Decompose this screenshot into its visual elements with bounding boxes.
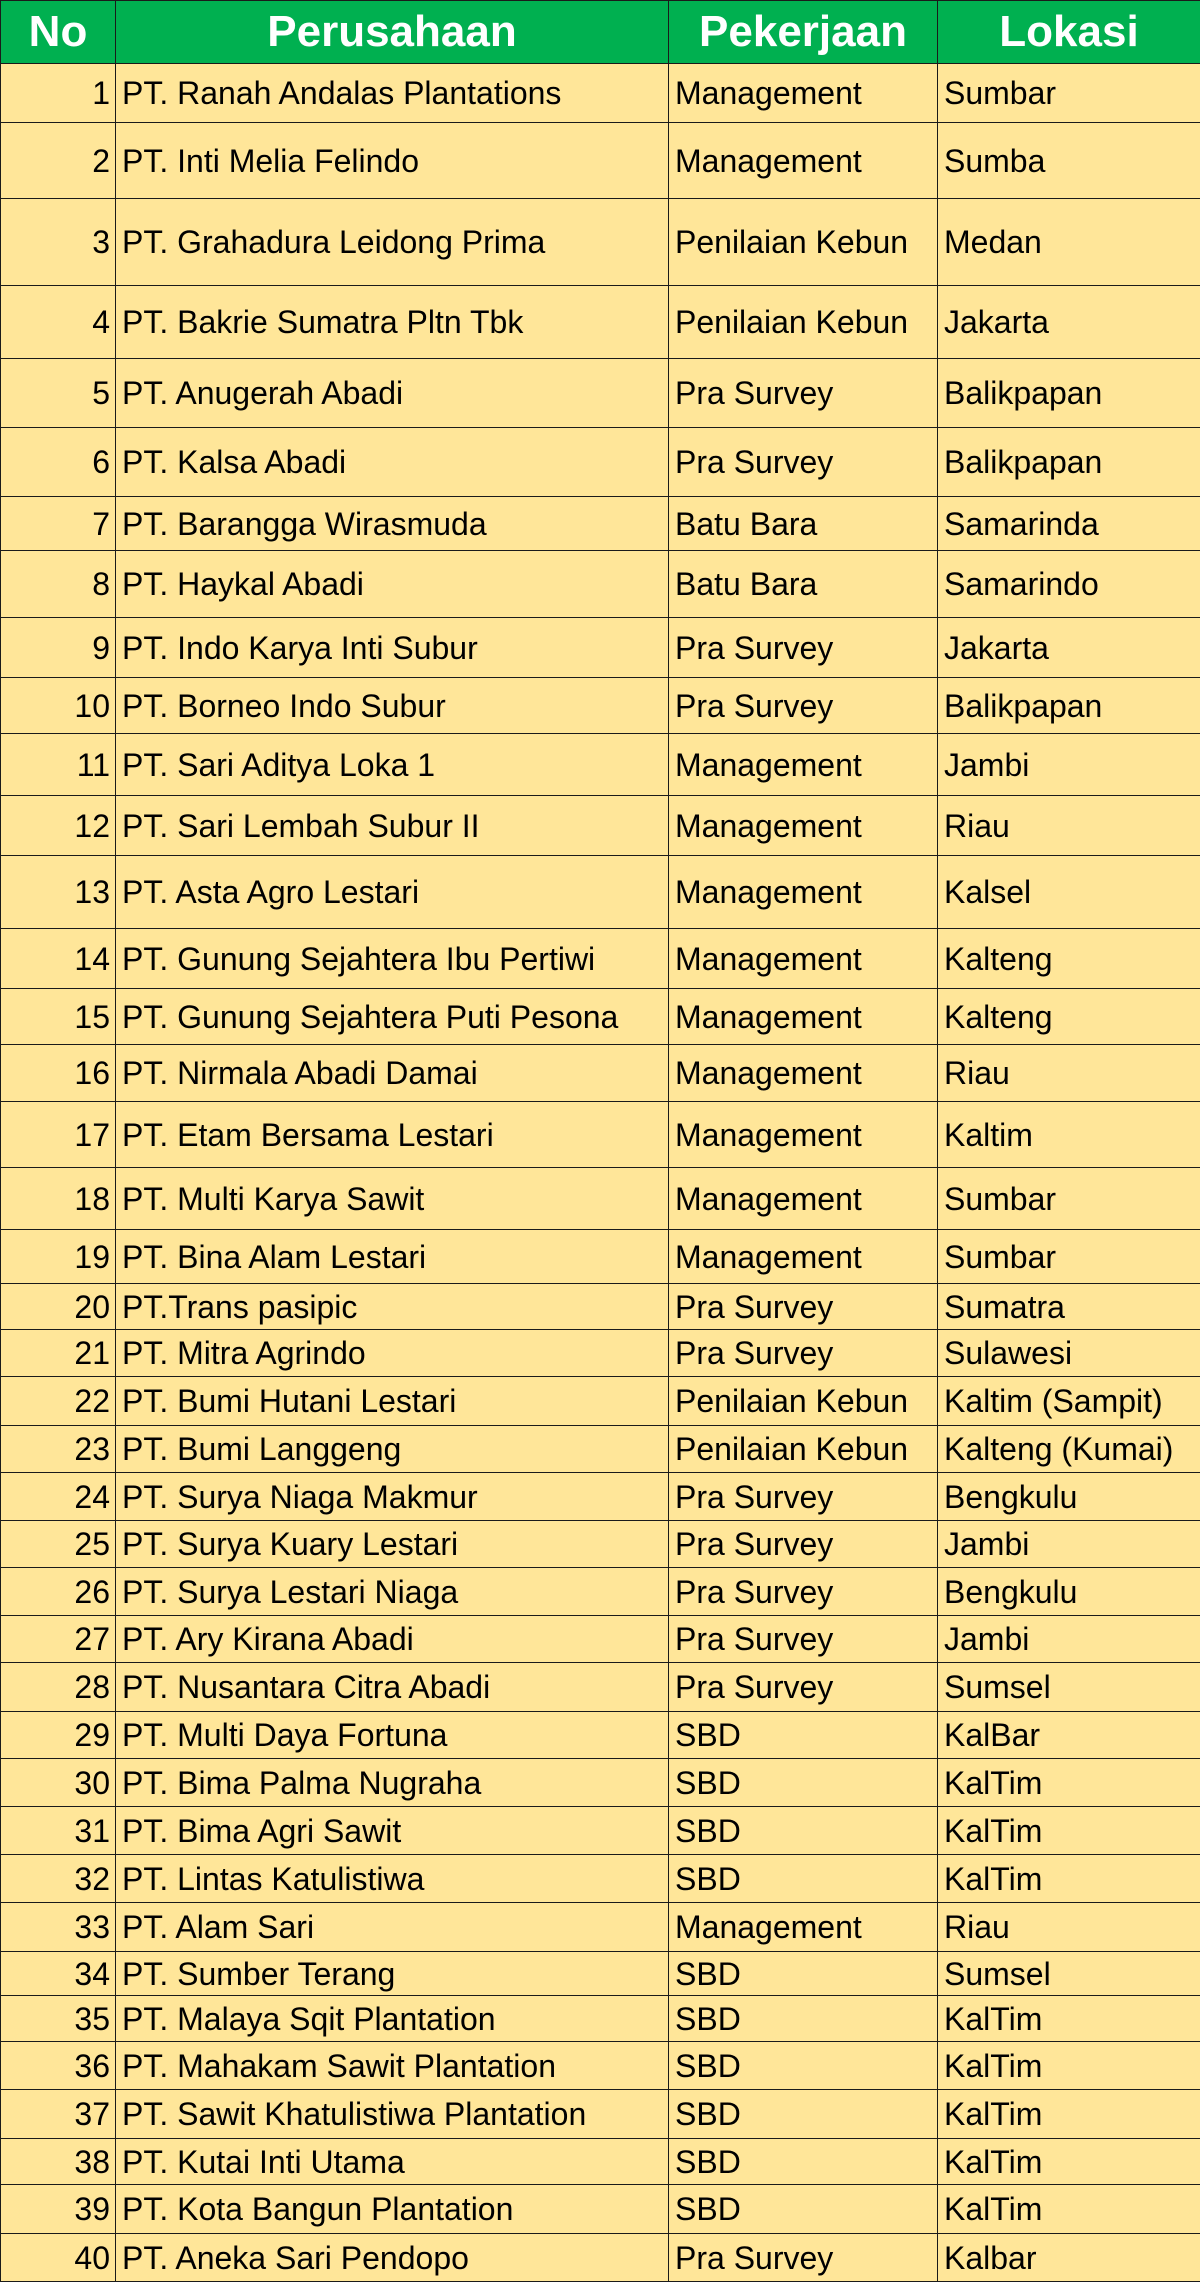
cell-company: PT. Kalsa Abadi: [116, 428, 669, 497]
cell-location: Riau: [938, 1903, 1200, 1952]
cell-job: SBD: [669, 2139, 938, 2185]
cell-location: Bengkulu: [938, 1473, 1200, 1521]
cell-no: 23: [1, 1426, 116, 1473]
cell-no: 25: [1, 1521, 116, 1568]
cell-location: Kalteng (Kumai): [938, 1426, 1200, 1473]
cell-no: 9: [1, 618, 116, 678]
cell-company: PT. Surya Lestari Niaga: [116, 1568, 669, 1616]
cell-location: KalTim: [938, 2090, 1200, 2139]
cell-no: 30: [1, 1759, 116, 1807]
cell-location: Samarinda: [938, 497, 1200, 551]
cell-job: Pra Survey: [669, 1473, 938, 1521]
cell-no: 21: [1, 1330, 116, 1377]
table-row: [1, 1855, 1200, 1903]
cell-job: Pra Survey: [669, 359, 938, 428]
table-row: [1, 199, 1200, 286]
cell-company: PT. Sari Lembah Subur II: [116, 796, 669, 856]
cell-location: Sumatra: [938, 1284, 1200, 1330]
cell-no: 39: [1, 2185, 116, 2234]
cell-job: Pra Survey: [669, 1568, 938, 1616]
table-row: [1, 551, 1200, 618]
header-company: Perusahaan: [116, 1, 669, 64]
cell-job: Penilaian Kebun: [669, 1377, 938, 1426]
cell-company: PT. Borneo Indo Subur: [116, 678, 669, 734]
cell-company: PT. Bina Alam Lestari: [116, 1230, 669, 1284]
cell-job: Pra Survey: [669, 1663, 938, 1712]
cell-location: KalTim: [938, 1996, 1200, 2042]
cell-job: SBD: [669, 1759, 938, 1807]
cell-company: PT. Nusantara Citra Abadi: [116, 1663, 669, 1712]
cell-location: Kalteng: [938, 929, 1200, 989]
cell-company: PT. Alam Sari: [116, 1903, 669, 1952]
cell-location: Kaltim (Sampit): [938, 1377, 1200, 1426]
cell-no: 37: [1, 2090, 116, 2139]
cell-no: 31: [1, 1807, 116, 1855]
cell-no: 26: [1, 1568, 116, 1616]
header-row: [1, 1, 1200, 64]
cell-company: PT. Inti Melia Felindo: [116, 123, 669, 199]
cell-location: Riau: [938, 796, 1200, 856]
cell-no: 15: [1, 989, 116, 1045]
table-row: [1, 2139, 1200, 2185]
cell-no: 11: [1, 734, 116, 796]
cell-job: Pra Survey: [669, 678, 938, 734]
cell-no: 24: [1, 1473, 116, 1521]
header-location: Lokasi: [938, 1, 1200, 64]
cell-job: Penilaian Kebun: [669, 1426, 938, 1473]
cell-location: Kalteng: [938, 989, 1200, 1045]
cell-job: Management: [669, 1102, 938, 1168]
cell-location: Balikpapan: [938, 678, 1200, 734]
cell-job: Management: [669, 989, 938, 1045]
table-row: [1, 428, 1200, 497]
cell-no: 34: [1, 1952, 116, 1996]
cell-company: PT. Nirmala Abadi Damai: [116, 1045, 669, 1102]
cell-no: 40: [1, 2234, 116, 2282]
cell-job: Pra Survey: [669, 1521, 938, 1568]
cell-location: KalTim: [938, 1855, 1200, 1903]
cell-job: SBD: [669, 1952, 938, 1996]
cell-company: PT. Gunung Sejahtera Ibu Pertiwi: [116, 929, 669, 989]
cell-location: Kalsel: [938, 856, 1200, 929]
cell-no: 35: [1, 1996, 116, 2042]
cell-company: PT. Anugerah Abadi: [116, 359, 669, 428]
table-row: [1, 929, 1200, 989]
cell-company: PT. Ary Kirana Abadi: [116, 1616, 669, 1663]
cell-job: Penilaian Kebun: [669, 286, 938, 359]
cell-no: 3: [1, 199, 116, 286]
cell-location: KalTim: [938, 2185, 1200, 2234]
cell-job: Pra Survey: [669, 1284, 938, 1330]
cell-no: 8: [1, 551, 116, 618]
cell-location: Jakarta: [938, 618, 1200, 678]
cell-no: 29: [1, 1712, 116, 1759]
cell-no: 14: [1, 929, 116, 989]
cell-job: Management: [669, 123, 938, 199]
table-row: [1, 1284, 1200, 1330]
cell-location: Jakarta: [938, 286, 1200, 359]
table-row: [1, 1377, 1200, 1426]
table-row: [1, 678, 1200, 734]
cell-no: 6: [1, 428, 116, 497]
cell-company: PT.Trans pasipic: [116, 1284, 669, 1330]
table-row: [1, 1663, 1200, 1712]
table-row: [1, 1330, 1200, 1377]
cell-location: KalBar: [938, 1712, 1200, 1759]
cell-job: SBD: [669, 2090, 938, 2139]
cell-company: PT. Kota Bangun Plantation: [116, 2185, 669, 2234]
cell-location: Bengkulu: [938, 1568, 1200, 1616]
cell-job: SBD: [669, 1712, 938, 1759]
cell-job: Management: [669, 1045, 938, 1102]
cell-company: PT. Mitra Agrindo: [116, 1330, 669, 1377]
cell-no: 32: [1, 1855, 116, 1903]
cell-no: 18: [1, 1168, 116, 1230]
cell-job: SBD: [669, 1996, 938, 2042]
cell-location: Sulawesi: [938, 1330, 1200, 1377]
cell-job: SBD: [669, 2185, 938, 2234]
table-row: [1, 2042, 1200, 2090]
cell-no: 2: [1, 123, 116, 199]
table-row: [1, 2185, 1200, 2234]
table-row: [1, 734, 1200, 796]
cell-job: Pra Survey: [669, 618, 938, 678]
cell-company: PT. Grahadura Leidong Prima: [116, 199, 669, 286]
cell-location: Jambi: [938, 1616, 1200, 1663]
cell-company: PT. Bima Agri Sawit: [116, 1807, 669, 1855]
cell-location: Samarindo: [938, 551, 1200, 618]
cell-location: KalTim: [938, 1807, 1200, 1855]
cell-company: PT. Kutai Inti Utama: [116, 2139, 669, 2185]
cell-job: Management: [669, 929, 938, 989]
table-row: [1, 1568, 1200, 1616]
cell-job: SBD: [669, 1807, 938, 1855]
cell-job: SBD: [669, 2042, 938, 2090]
cell-no: 28: [1, 1663, 116, 1712]
table-row: [1, 1952, 1200, 1996]
cell-job: SBD: [669, 1855, 938, 1903]
cell-no: 36: [1, 2042, 116, 2090]
table-row: [1, 1996, 1200, 2042]
cell-job: Management: [669, 1168, 938, 1230]
cell-location: Kaltim: [938, 1102, 1200, 1168]
cell-location: Sumbar: [938, 64, 1200, 123]
cell-no: 17: [1, 1102, 116, 1168]
cell-location: Jambi: [938, 734, 1200, 796]
table-row: [1, 1807, 1200, 1855]
cell-location: Balikpapan: [938, 428, 1200, 497]
cell-no: 10: [1, 678, 116, 734]
cell-job: Batu Bara: [669, 497, 938, 551]
cell-company: PT. Bumi Langgeng: [116, 1426, 669, 1473]
cell-company: PT. Etam Bersama Lestari: [116, 1102, 669, 1168]
cell-job: Pra Survey: [669, 428, 938, 497]
cell-company: PT. Ranah Andalas Plantations: [116, 64, 669, 123]
table-row: [1, 2234, 1200, 2282]
cell-no: 7: [1, 497, 116, 551]
cell-no: 16: [1, 1045, 116, 1102]
cell-company: PT. Sawit Khatulistiwa Plantation: [116, 2090, 669, 2139]
cell-company: PT. Aneka Sari Pendopo: [116, 2234, 669, 2282]
cell-job: Management: [669, 796, 938, 856]
cell-company: PT. Lintas Katulistiwa: [116, 1855, 669, 1903]
cell-company: PT. Barangga Wirasmuda: [116, 497, 669, 551]
cell-no: 4: [1, 286, 116, 359]
cell-location: Sumsel: [938, 1952, 1200, 1996]
table-row: [1, 1759, 1200, 1807]
cell-no: 38: [1, 2139, 116, 2185]
table-row: [1, 1712, 1200, 1759]
table-row: [1, 856, 1200, 929]
table-row: [1, 1473, 1200, 1521]
header-job: Pekerjaan: [669, 1, 938, 64]
cell-no: 5: [1, 359, 116, 428]
cell-company: PT. Sari Aditya Loka 1: [116, 734, 669, 796]
table-row: [1, 1168, 1200, 1230]
table-row: [1, 796, 1200, 856]
cell-location: Medan: [938, 199, 1200, 286]
cell-job: Pra Survey: [669, 1330, 938, 1377]
cell-no: 19: [1, 1230, 116, 1284]
cell-job: Penilaian Kebun: [669, 199, 938, 286]
table-row: [1, 286, 1200, 359]
table-row: [1, 989, 1200, 1045]
table-row: [1, 1616, 1200, 1663]
cell-company: PT. Haykal Abadi: [116, 551, 669, 618]
table-row: [1, 1230, 1200, 1284]
cell-no: 27: [1, 1616, 116, 1663]
table-body: [1, 64, 1200, 2282]
cell-location: Kalbar: [938, 2234, 1200, 2282]
table-row: [1, 1102, 1200, 1168]
cell-company: PT. Surya Niaga Makmur: [116, 1473, 669, 1521]
cell-company: PT. Multi Karya Sawit: [116, 1168, 669, 1230]
cell-location: Jambi: [938, 1521, 1200, 1568]
table-row: [1, 1426, 1200, 1473]
cell-location: Sumba: [938, 123, 1200, 199]
cell-location: Riau: [938, 1045, 1200, 1102]
cell-location: KalTim: [938, 2042, 1200, 2090]
table-row: [1, 1521, 1200, 1568]
cell-company: PT. Bima Palma Nugraha: [116, 1759, 669, 1807]
cell-no: 12: [1, 796, 116, 856]
cell-location: KalTim: [938, 2139, 1200, 2185]
table-row: [1, 123, 1200, 199]
table-row: [1, 2090, 1200, 2139]
cell-company: PT. Asta Agro Lestari: [116, 856, 669, 929]
cell-job: Pra Survey: [669, 2234, 938, 2282]
table-row: [1, 359, 1200, 428]
cell-company: PT. Indo Karya Inti Subur: [116, 618, 669, 678]
cell-location: Balikpapan: [938, 359, 1200, 428]
cell-company: PT. Mahakam Sawit Plantation: [116, 2042, 669, 2090]
cell-no: 13: [1, 856, 116, 929]
table-row: [1, 64, 1200, 123]
cell-no: 1: [1, 64, 116, 123]
header-no: No: [1, 1, 116, 64]
table-row: [1, 497, 1200, 551]
cell-company: PT. Malaya Sqit Plantation: [116, 1996, 669, 2042]
cell-job: Pra Survey: [669, 1616, 938, 1663]
cell-job: Management: [669, 64, 938, 123]
cell-job: Management: [669, 856, 938, 929]
cell-company: PT. Multi Daya Fortuna: [116, 1712, 669, 1759]
cell-location: Sumbar: [938, 1230, 1200, 1284]
cell-job: Management: [669, 734, 938, 796]
cell-company: PT. Sumber Terang: [116, 1952, 669, 1996]
cell-no: 22: [1, 1377, 116, 1426]
cell-location: Sumbar: [938, 1168, 1200, 1230]
cell-job: Batu Bara: [669, 551, 938, 618]
table-row: [1, 1045, 1200, 1102]
cell-job: Management: [669, 1230, 938, 1284]
table-row: [1, 1903, 1200, 1952]
table-row: [1, 618, 1200, 678]
cell-company: PT. Surya Kuary Lestari: [116, 1521, 669, 1568]
cell-location: Sumsel: [938, 1663, 1200, 1712]
cell-location: KalTim: [938, 1759, 1200, 1807]
cell-company: PT. Bumi Hutani Lestari: [116, 1377, 669, 1426]
cell-no: 20: [1, 1284, 116, 1330]
cell-no: 33: [1, 1903, 116, 1952]
cell-job: Management: [669, 1903, 938, 1952]
cell-company: PT. Bakrie Sumatra Pltn Tbk: [116, 286, 669, 359]
cell-company: PT. Gunung Sejahtera Puti Pesona: [116, 989, 669, 1045]
